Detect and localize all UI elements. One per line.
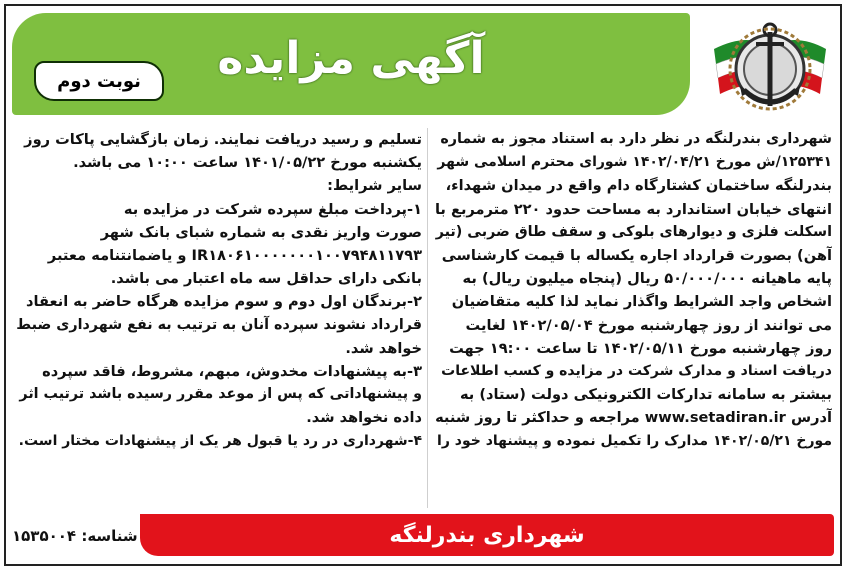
body-line: ۲-برندگان اول دوم و سوم مزایده هرگاه حاضر به انعقاد	[26, 293, 422, 311]
body-line: یکشنبه مورخ ۱۴۰۱/۰۵/۲۲ ساعت ۱۰:۰۰ می باشد.	[73, 154, 422, 172]
body-line: اشخاص واجد الشرایط واگذار نماید لذا کلیه متقاضیان	[451, 293, 832, 311]
body-line: قرارداد نشوند سپرده آنان به ترتیب به نفع شهرداری ضبط	[16, 316, 422, 333]
body-line: مورخ ۱۴۰۲/۰۵/۲۱ مدارک را تکمیل نموده و پیشنهاد خود را	[437, 432, 832, 449]
body-line: آهن) بصورت قرارداد اجاره یکساله با قیمت کارشناسی	[441, 247, 832, 265]
ad-title: آگهی مزایده	[217, 33, 485, 84]
column-divider	[427, 128, 428, 508]
body-line: ۱-پرداخت مبلغ سپرده شرکت در مزایده به	[123, 200, 422, 218]
body-line: روز چهارشنبه مورخ ۱۴۰۲/۰۵/۱۱ تا ساعت ۱۹:۰۰ جهت	[449, 339, 832, 357]
body-line: ۳-به پیشنهادات مخدوش، مبهم، مشروط، فاقد سپرده	[42, 363, 422, 381]
body-line: آدرس www.setadiran.ir مراجعه و حداکثر تا روز شنبه	[435, 409, 832, 427]
body-line: انتهای خیابان استاندارد به مساحت حدود ۲۲۰ مترمربع با	[434, 200, 832, 218]
ad-code: شناسه: ۱۵۳۵۰۰۴	[12, 527, 138, 545]
body-line: خواهد شد.	[345, 339, 422, 357]
body-line: بندرلنگه ساختمان کشتارگاه دام واقع در میدان شهداء،	[445, 177, 832, 195]
body-line: شهرداری بندرلنگه در نظر دارد به استناد مجوز به شماره	[440, 131, 832, 147]
body-line: IR۱۸۰۶۱۰۰۰۰۰۰۰۱۰۰۷۹۴۸۱۱۷۹۳ و یاضمانتنامه معتبر	[47, 247, 422, 265]
body-left-column	[16, 128, 422, 453]
body-line: و پیشنهاداتی که پس از موعد مقرر رسیده باشد ترتیب اثر	[19, 386, 422, 403]
body-line: اسکلت فلزی و دیوارهای بلوکی و سقف طاق ضربی (تیر	[435, 223, 832, 240]
body-line: می توانند از روز چهارشنبه مورخ ۱۴۰۲/۰۵/۰۴ لغایت	[465, 316, 832, 334]
body-line: سایر شرایط:	[327, 177, 422, 195]
body-line: تسلیم و رسید دریافت نمایند. زمان بازگشایی پاکات روز	[24, 131, 422, 148]
body-line: دریافت اسناد و مدارک شرکت در مزایده و کسب اطلاعات	[441, 363, 832, 380]
organization-footer: شهرداری بندرلنگه	[140, 514, 834, 556]
turn-badge: نوبت دوم	[34, 61, 164, 101]
body-line: بانکی دارای حداقل سه ماه اعتبار می باشد.	[110, 270, 422, 288]
body-line: داده نخواهد شد.	[306, 409, 422, 427]
municipality-logo-icon	[704, 14, 834, 116]
body-line: ۴-شهرداری در رد یا قبول هر یک از پیشنهادات مختار است.	[18, 432, 422, 449]
body-right-column	[434, 128, 832, 453]
body-line: پایه ماهیانه ۵۰/۰۰۰/۰۰۰ ریال (پنجاه میلیون ریال) به	[462, 270, 832, 288]
header-banner	[12, 13, 690, 115]
body-line: بیشتر به سامانه تدارکات الکترونیکی دولت (ستاد) به	[459, 386, 832, 404]
body-line: صورت واریز نقدی به شماره شبای بانک شهر	[100, 223, 422, 241]
body-line: ۱۲۵۳۴۱/ش مورخ ۱۴۰۲/۰۴/۲۱ شورای محترم اسلامی شهر	[437, 154, 832, 171]
